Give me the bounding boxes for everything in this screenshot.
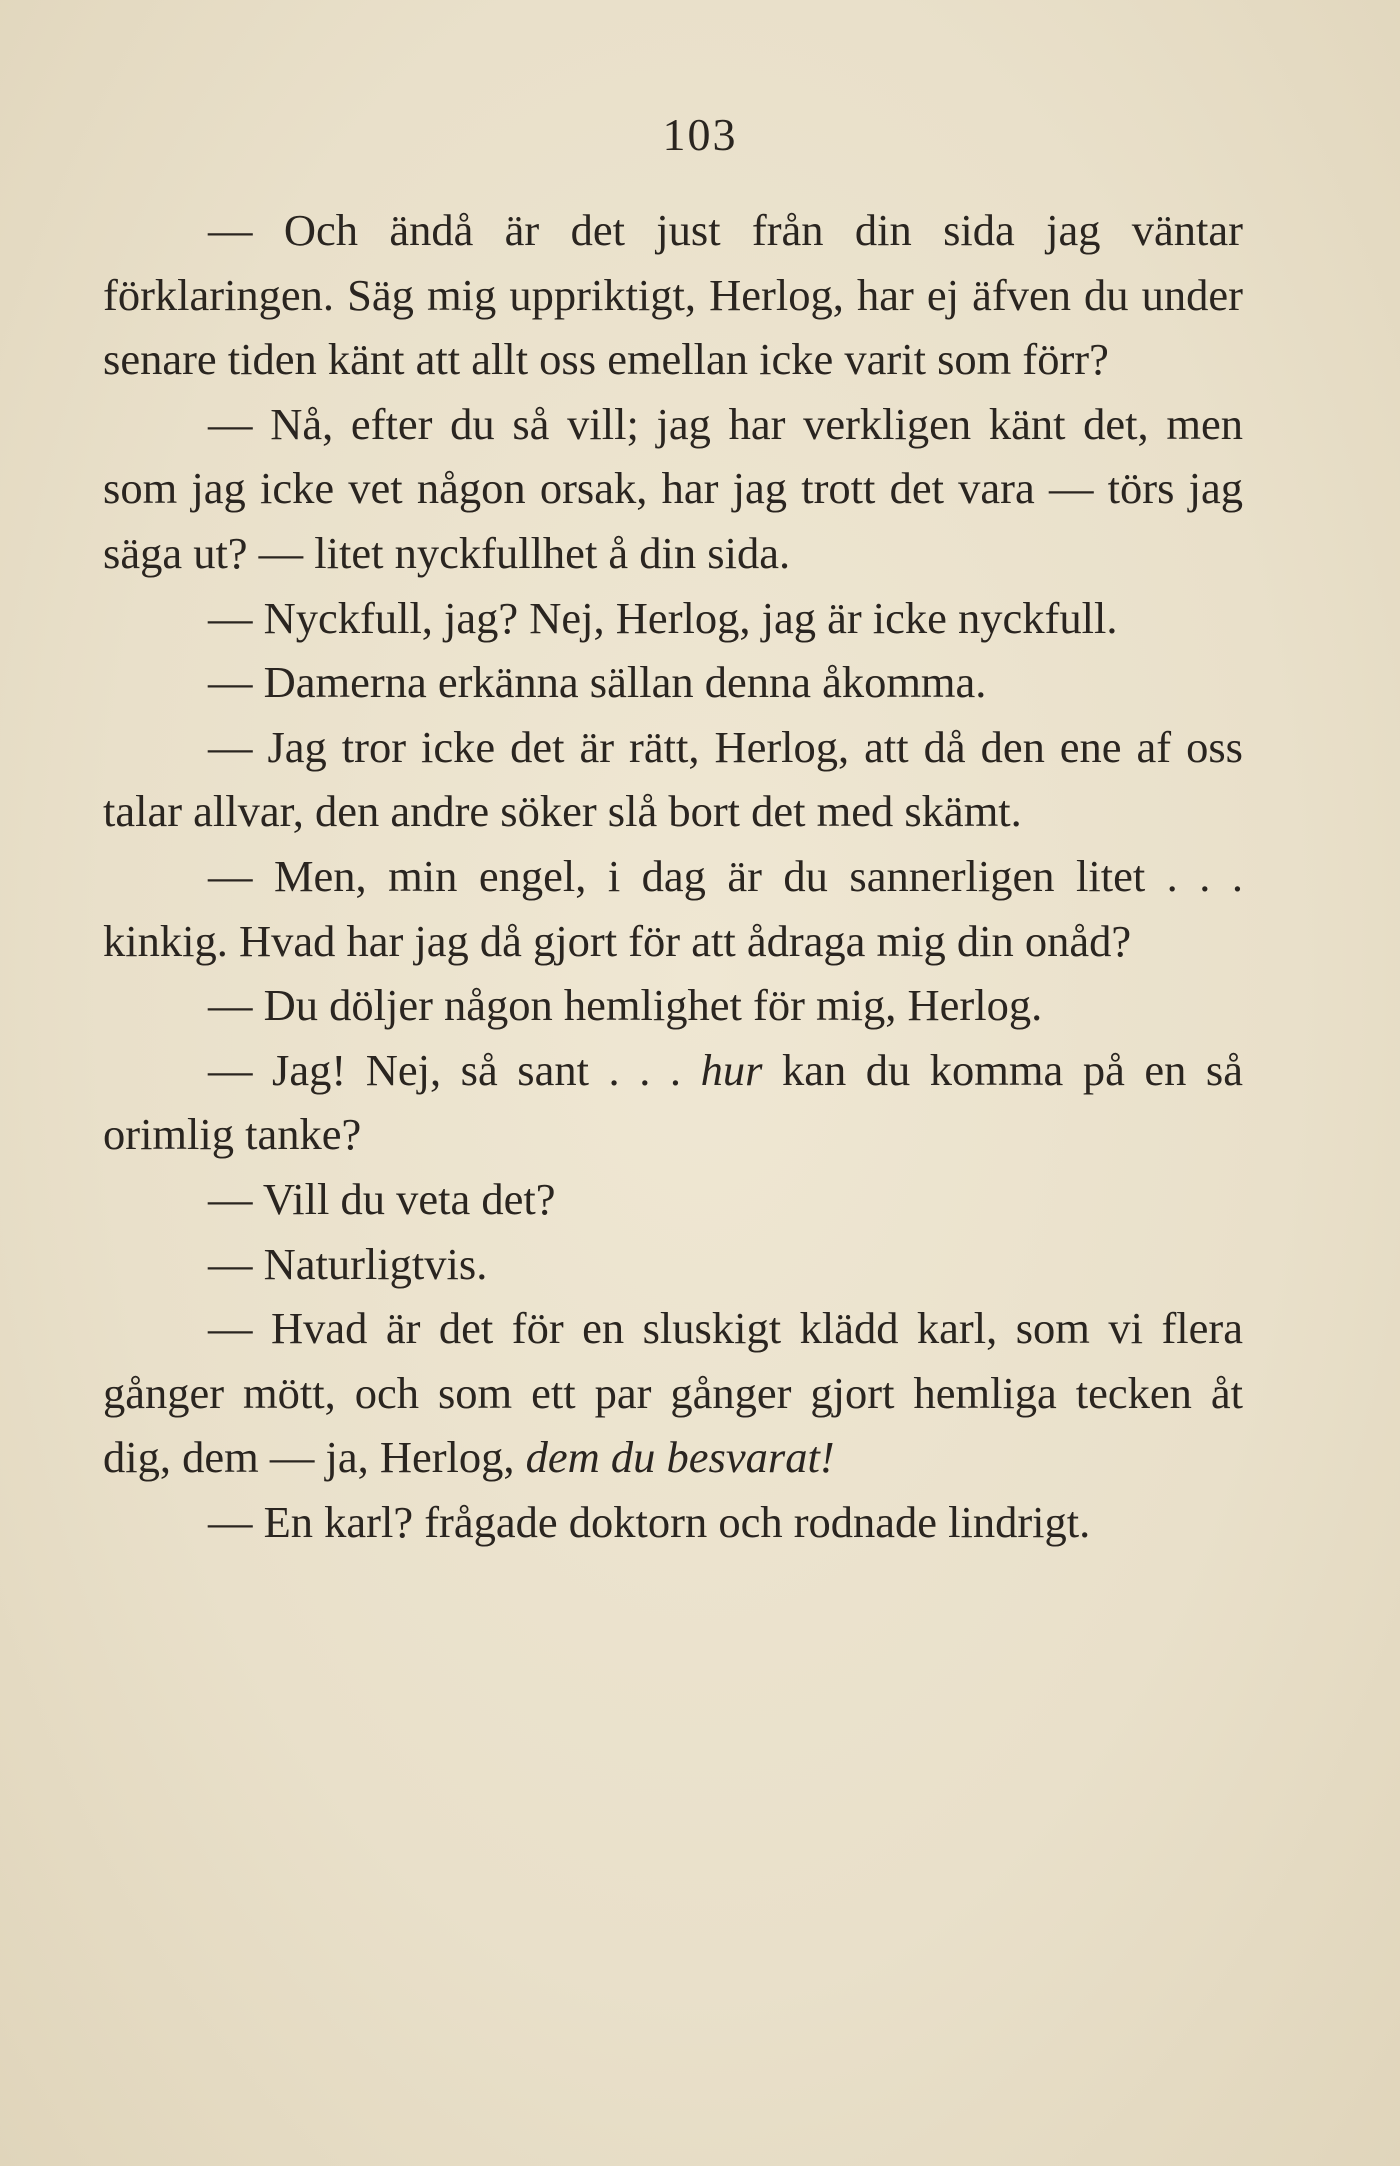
paragraph-text: — Naturligtvis. [208,1238,488,1289]
body-text [103,198,1243,1554]
dialogue-paragraph [103,198,1243,392]
paragraph-text: — Vill du veta det? [208,1173,556,1224]
dialogue-paragraph [103,1232,1243,1297]
dialogue-paragraph [103,1296,1243,1490]
paragraph-text: — Jag! Nej, så sant . . . [208,1044,701,1095]
paragraph-text: — Jag tror icke det är rätt, Herlog, att då den ene af oss talar allvar, den andre söker slå bort det med skämt. [103,721,1243,837]
dialogue-paragraph [103,586,1243,651]
paragraph-text: — Men, min engel, i dag är du sannerligen litet . . . kinkig. Hvad har jag då gjort för att ådraga mig din onåd? [103,850,1243,966]
paragraph-text: — Du döljer någon hemlighet för mig, Herlog. [208,980,1043,1031]
italic-text: hur [700,1044,763,1095]
dialogue-paragraph [103,1038,1243,1167]
dialogue-paragraph [103,1490,1243,1555]
paragraph-text: — En karl? frågade doktorn och rodnade lindrigt. [208,1496,1091,1547]
dialogue-paragraph [103,392,1243,586]
dialogue-paragraph [103,973,1243,1038]
paragraph-text: — Nyckfull, jag? Nej, Herlog, jag är icke nyckfull. [208,592,1118,643]
italic-text: dem du besvarat! [525,1432,835,1483]
dialogue-paragraph [103,715,1243,844]
paragraph-text: — Damerna erkänna sällan denna åkomma. [208,657,987,708]
paragraph-text: kan du komma på en så orimlig tanke? [103,1044,1243,1160]
dialogue-paragraph [103,650,1243,715]
dialogue-paragraph [103,1167,1243,1232]
paragraph-text: — Hvad är det för en sluskigt klädd karl, som vi flera gånger mött, och som ett par gånger gjort hemliga tecken åt dig, dem — ja, Herlog, [103,1303,1243,1483]
page-number: 103 [662,109,738,160]
paragraph-text: — Och ändå är det just från din sida jag väntar förklaringen. Säg mig uppriktigt, Herlog, har ej äfven du under senare tiden känt att allt oss emellan icke varit som förr? [103,205,1243,385]
dialogue-paragraph [103,844,1243,973]
paragraph-text: — Nå, efter du så vill; jag har verkligen känt det, men som jag icke vet någon orsak, har jag trott det vara — törs jag säga ut? — litet nyckfullhet å din sida. [103,398,1243,578]
